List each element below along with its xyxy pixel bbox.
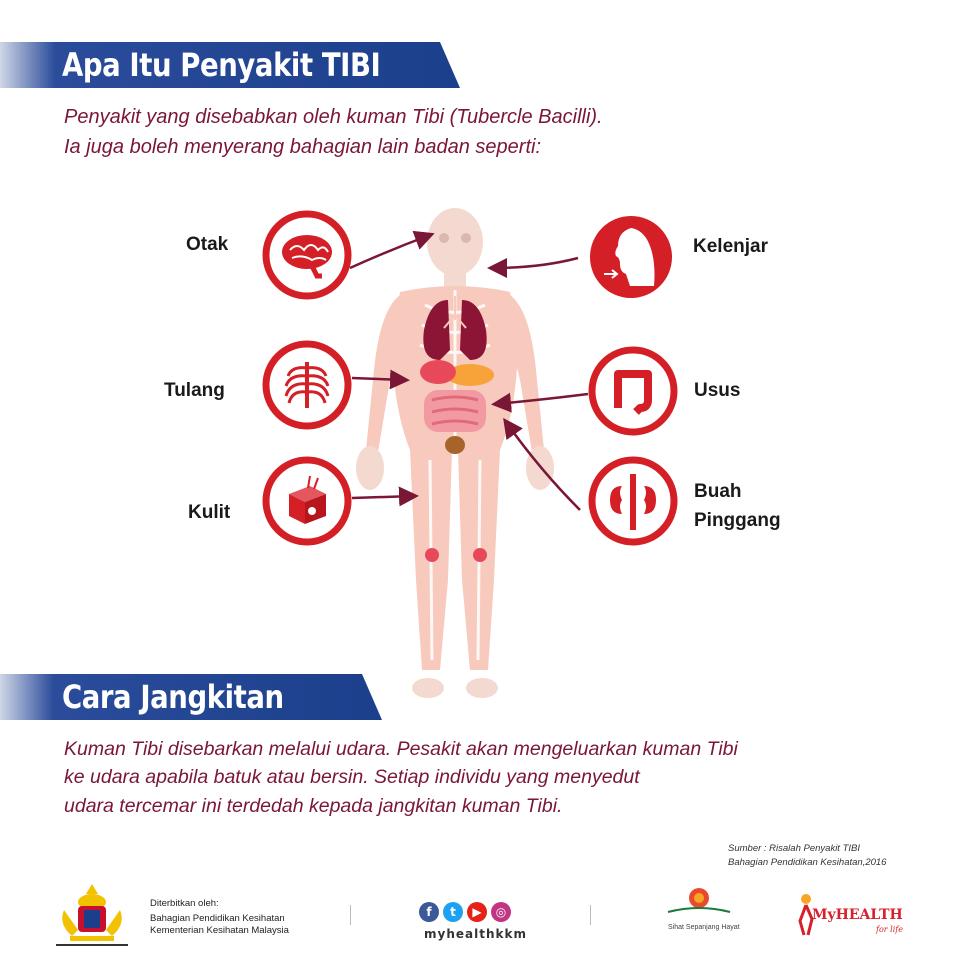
label-usus: Usus	[694, 380, 741, 401]
label-kelenjar: Kelenjar	[693, 236, 768, 257]
malaysia-coat-of-arms-logo	[50, 880, 134, 950]
footer-divider	[350, 905, 351, 925]
twitter-icon[interactable]: t	[443, 902, 463, 922]
source-line-1: Sumber : Risalah Penyakit TIBI	[728, 843, 860, 854]
label-pinggang: Pinggang	[694, 510, 781, 531]
label-otak: Otak	[186, 234, 229, 255]
label-kulit: Kulit	[188, 502, 231, 523]
publisher-division: Bahagian Pendidikan Kesihatan	[150, 913, 285, 924]
kidney-icon	[588, 456, 678, 546]
publisher-ministry: Kementerian Kesihatan Malaysia	[150, 925, 289, 936]
myhealth-logo-text: MyHEALTH	[812, 907, 903, 923]
facebook-icon[interactable]: f	[419, 902, 439, 922]
source-line-2: Bahagian Pendidikan Kesihatan,2016	[728, 857, 887, 868]
transmission-line-1: Kuman Tibi disebarkan melalui udara. Pesakit akan mengeluarkan kuman Tibi	[64, 738, 738, 760]
brain-icon	[262, 210, 352, 300]
youtube-icon[interactable]: ▶	[467, 902, 487, 922]
label-buah: Buah	[694, 481, 742, 502]
section-banner-cara-jangkitan	[0, 674, 382, 720]
lymph-gland-icon	[586, 212, 676, 302]
transmission-line-2: ke udara apabila batuk atau bersin. Setiap individu yang menyedut	[64, 766, 640, 788]
instagram-icon[interactable]: ◎	[491, 902, 511, 922]
intro-line-1: Penyakit yang disebabkan oleh kuman Tibi (Tubercle Bacilli).	[64, 106, 603, 128]
section-title: Cara Jangkitan	[62, 678, 284, 716]
intro-line-2: Ia juga boleh menyerang bahagian lain badan seperti:	[64, 136, 542, 158]
published-by-label: Diterbitkan oleh:	[150, 898, 219, 909]
campaign-tagline: Sihat Sepanjang Hayat	[668, 924, 740, 931]
intestine-icon	[588, 346, 678, 436]
social-handle: myhealthkkm	[424, 927, 527, 941]
label-tulang: Tulang	[164, 380, 225, 401]
skin-icon	[262, 456, 352, 546]
ribcage-icon	[262, 340, 352, 430]
social-icons	[419, 902, 511, 922]
transmission-line-3: udara tercemar ini terdedah kepada jangkitan kuman Tibi.	[64, 795, 563, 817]
section-title: Apa Itu Penyakit TIBI	[62, 46, 381, 84]
footer-divider	[590, 905, 591, 925]
myhealth-logo-subtext: for life	[876, 925, 903, 934]
